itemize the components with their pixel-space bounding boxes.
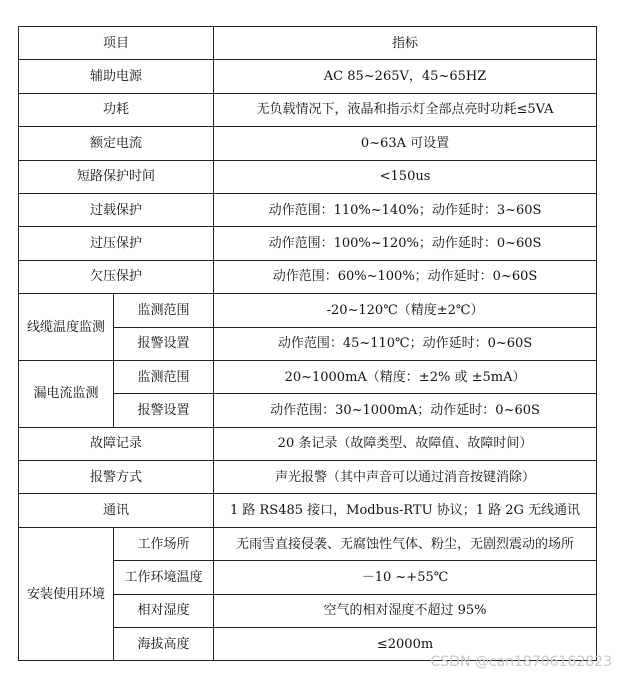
sub-value: －10 ~+55℃ — [214, 561, 597, 594]
group-label-leakage: 漏电流监测 — [19, 360, 114, 427]
sub-label: 报警设置 — [114, 394, 214, 427]
watermark: CSDN @can18706162823 — [430, 654, 612, 670]
sub-label: 工作环境温度 — [114, 561, 214, 594]
row-value: 20 条记录（故障类型、故障值、故障时间） — [214, 427, 597, 460]
row-label: 辅助电源 — [19, 60, 214, 93]
sub-value: 无雨雪直接侵袭、无腐蚀性气体、粉尘，无剧烈震动的场所 — [214, 527, 597, 560]
row-value: 声光报警（其中声音可以通过消音按键消除） — [214, 461, 597, 494]
table-row — [19, 427, 597, 460]
table-row — [19, 227, 597, 260]
sub-value: 空气的相对湿度不超过 95% — [214, 594, 597, 627]
row-label: 报警方式 — [19, 461, 214, 494]
sub-label: 报警设置 — [114, 327, 214, 360]
header-index: 指标 — [214, 27, 597, 60]
table-row — [19, 527, 597, 560]
row-label: 额定电流 — [19, 127, 214, 160]
row-label: 过载保护 — [19, 193, 214, 226]
table-row — [19, 260, 597, 293]
group-label-install: 安装使用环境 — [19, 527, 114, 661]
row-value: <150us — [214, 160, 597, 193]
header-item: 项目 — [19, 27, 214, 60]
row-value: 动作范围：100%~120%；动作延时：0~60S — [214, 227, 597, 260]
sub-label: 海拔高度 — [114, 628, 214, 661]
table-row — [19, 193, 597, 226]
sub-value: 20~1000mA（精度：±2% 或 ±5mA） — [214, 360, 597, 393]
table-row — [19, 160, 597, 193]
sub-label: 监测范围 — [114, 360, 214, 393]
row-value: AC 85~265V，45~65HZ — [214, 60, 597, 93]
table-row — [19, 494, 597, 527]
row-value: 动作范围：60%~100%；动作延时：0~60S — [214, 260, 597, 293]
table-row — [19, 360, 597, 393]
sub-label: 工作场所 — [114, 527, 214, 560]
sub-value: 动作范围：45~110℃；动作延时：0~60S — [214, 327, 597, 360]
table-row — [19, 127, 597, 160]
row-label: 短路保护时间 — [19, 160, 214, 193]
row-label: 欠压保护 — [19, 260, 214, 293]
table-row — [19, 461, 597, 494]
sub-value: ≤2000m — [214, 628, 597, 661]
table-header-row — [19, 27, 597, 60]
table-row — [19, 93, 597, 126]
sub-label: 监测范围 — [114, 294, 214, 327]
row-value: 1 路 RS485 接口，Modbus-RTU 协议；1 路 2G 无线通讯 — [214, 494, 597, 527]
table-row — [19, 294, 597, 327]
sub-label: 相对湿度 — [114, 594, 214, 627]
sub-value: 动作范围：30~1000mA；动作延时：0~60S — [214, 394, 597, 427]
row-value: 0~63A 可设置 — [214, 127, 597, 160]
row-value: 无负载情况下，液晶和指示灯全部点亮时功耗≤5VA — [214, 93, 597, 126]
row-label: 故障记录 — [19, 427, 214, 460]
row-value: 动作范围：110%~140%；动作延时：3~60S — [214, 193, 597, 226]
row-label: 功耗 — [19, 93, 214, 126]
sub-value: -20~120℃（精度±2℃） — [214, 294, 597, 327]
row-label: 通讯 — [19, 494, 214, 527]
row-label: 过压保护 — [19, 227, 214, 260]
group-label-cable-temp: 线缆温度监测 — [19, 294, 114, 361]
spec-table — [18, 26, 597, 661]
table-row — [19, 60, 597, 93]
